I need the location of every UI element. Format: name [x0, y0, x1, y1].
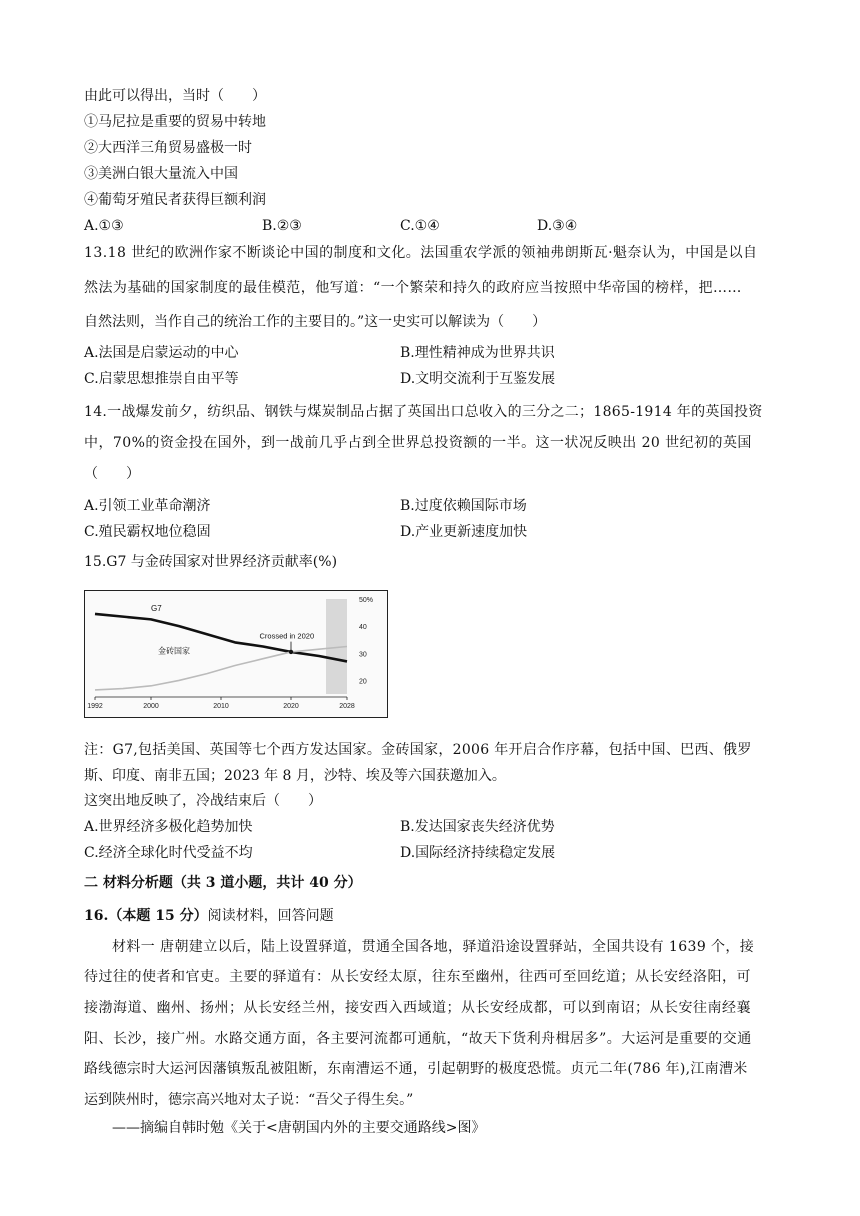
y-tick-label: 20: [359, 678, 367, 686]
q16-source: ——摘编自韩时勉《关于<唐朝国内外的主要交通路线>图》: [112, 1120, 486, 1136]
q12-item-2: ②大西洋三角贸易盛极一时: [84, 140, 252, 156]
q14-option-c[interactable]: C.殖民霸权地位稳固: [84, 524, 211, 540]
y-tick-label: 50%: [359, 597, 374, 604]
x-tick-label: 1992: [87, 703, 103, 710]
series-label-g7: G7: [151, 604, 162, 614]
q12-option-d[interactable]: D.③④: [537, 218, 578, 234]
q16-label-rest: 阅读材料，回答问题: [207, 908, 334, 924]
q14-option-b[interactable]: B.过度依赖国际市场: [400, 498, 527, 514]
contribution-chart: [84, 590, 388, 718]
q13-option-d[interactable]: D.文明交流利于互鉴发展: [400, 371, 556, 387]
q15-option-d[interactable]: D.国际经济持续稳定发展: [400, 845, 556, 861]
q15-note-2: 斯、印度、南非五国；2023 年 8 月，沙特、埃及等六国获邀加入。: [84, 768, 506, 784]
q15-stem: 这突出地反映了，冷战结束后（ ）: [84, 793, 322, 809]
q13-line-3: 自然法则，当作自己的统治工作的主要目的。”这一史实可以解读为（ ）: [84, 314, 547, 330]
section-heading: 二 材料分析题（共 3 道小题，共计 40 分）: [84, 875, 362, 891]
q15-option-a[interactable]: A.世界经济多极化趋势加快: [84, 819, 253, 835]
q15-option-c[interactable]: C.经济全球化时代受益不均: [84, 845, 253, 861]
q12-option-b[interactable]: B.②③: [262, 218, 302, 234]
q13-line-2: 然法为基础的国家制度的最佳模范，他写道：“一个繁荣和持久的政府应当按照中华帝国的榜样，把……: [84, 280, 742, 296]
q16-para-line-4: 阳、长沙，接广州。水路交通方面，各主要河流都可通航，“故天下货利舟楫居多”。大运河是重要的交通: [84, 1031, 752, 1047]
q12-option-c[interactable]: C.①④: [400, 218, 440, 234]
q16-para-line-6: 运到陕州时，德宗高兴地对太子说：“吾父子得生矣。”: [84, 1092, 414, 1108]
q12-stem: 由此可以得出，当时（ ）: [84, 88, 266, 104]
q13-option-b[interactable]: B.理性精神成为世界共识: [400, 345, 555, 361]
q16-label: [84, 906, 334, 926]
q14-line-3: （ ）: [84, 466, 140, 482]
q12-item-1: ①马尼拉是重要的贸易中转地: [84, 114, 266, 130]
series-line-brics: [95, 647, 347, 690]
q12-item-4: ④葡萄牙殖民者获得巨额利润: [84, 192, 266, 208]
q13-line-1: 13.18 世纪的欧洲作家不断谈论中国的制度和文化。法国重农学派的领袖弗朗斯瓦·魁奈认为，中国是以自: [84, 245, 758, 261]
q12-item-3: ③美洲白银大量流入中国: [84, 166, 238, 182]
annotation-crossed: Crossed in 2020: [259, 631, 315, 641]
y-tick-label: 30: [359, 651, 367, 659]
y-tick-label: 40: [359, 624, 367, 632]
crossing-point: [289, 650, 293, 654]
q16-para-line-1: 材料一 唐朝建立以后，陆上设置驿道，贯通全国各地，驿道沿途设置驿站，全国共设有 1639 个，接: [112, 939, 755, 955]
q16-label-bold: 16.（本题 15 分）: [84, 908, 208, 924]
q14-line-1: 14.一战爆发前夕，纺织品、钢铁与煤炭制品占据了英国出口总收入的三分之二；1865-1914 年的英国投资: [84, 404, 763, 420]
series-label-brics: 金砖国家: [158, 646, 190, 656]
q14-option-d[interactable]: D.产业更新速度加快: [400, 524, 528, 540]
x-tick-label: 2010: [213, 703, 229, 710]
x-tick-label: 2020: [283, 703, 299, 710]
q13-option-a[interactable]: A.法国是启蒙运动的中心: [84, 345, 239, 361]
q14-option-a[interactable]: A.引领工业革命潮济: [84, 498, 211, 514]
q13-option-c[interactable]: C.启蒙思想推崇自由平等: [84, 371, 239, 387]
q16-para-line-5: 路线德宗时大运河因藩镇叛乱被阻断，东南漕运不通，引起朝野的极度恐慌。贞元二年(786 年),江南漕米: [84, 1061, 748, 1077]
q15-note-1: 注：G7,包括美国、英国等七个西方发达国家。金砖国家，2006 年开启合作序幕，包括中国、巴西、俄罗: [84, 742, 752, 758]
x-tick-label: 2000: [143, 703, 159, 710]
x-tick-label: 2028: [339, 703, 355, 710]
q16-para-line-3: 接渤海道、幽州、扬州；从长安经兰州，接安西入西域道；从长安经成都，可以到南诏；从长安往南经襄: [84, 1000, 751, 1016]
q15-option-b[interactable]: B.发达国家丧失经济优势: [400, 819, 555, 835]
q15-title: 15.G7 与金砖国家对世界经济贡献率(%): [84, 554, 338, 570]
chart-svg: [85, 591, 387, 717]
q16-para-line-2: 待过往的使者和官吏。主要的驿道有：从长安经太原，往东至幽州，往西可至回纥道；从长安经洛阳，可: [84, 969, 751, 985]
q14-line-2: 中，70%的资金投在国外，到一战前几乎占到全世界总投资额的一半。这一状况反映出 20 世纪初的英国: [84, 435, 752, 451]
q12-option-a[interactable]: A.①③: [84, 218, 124, 234]
